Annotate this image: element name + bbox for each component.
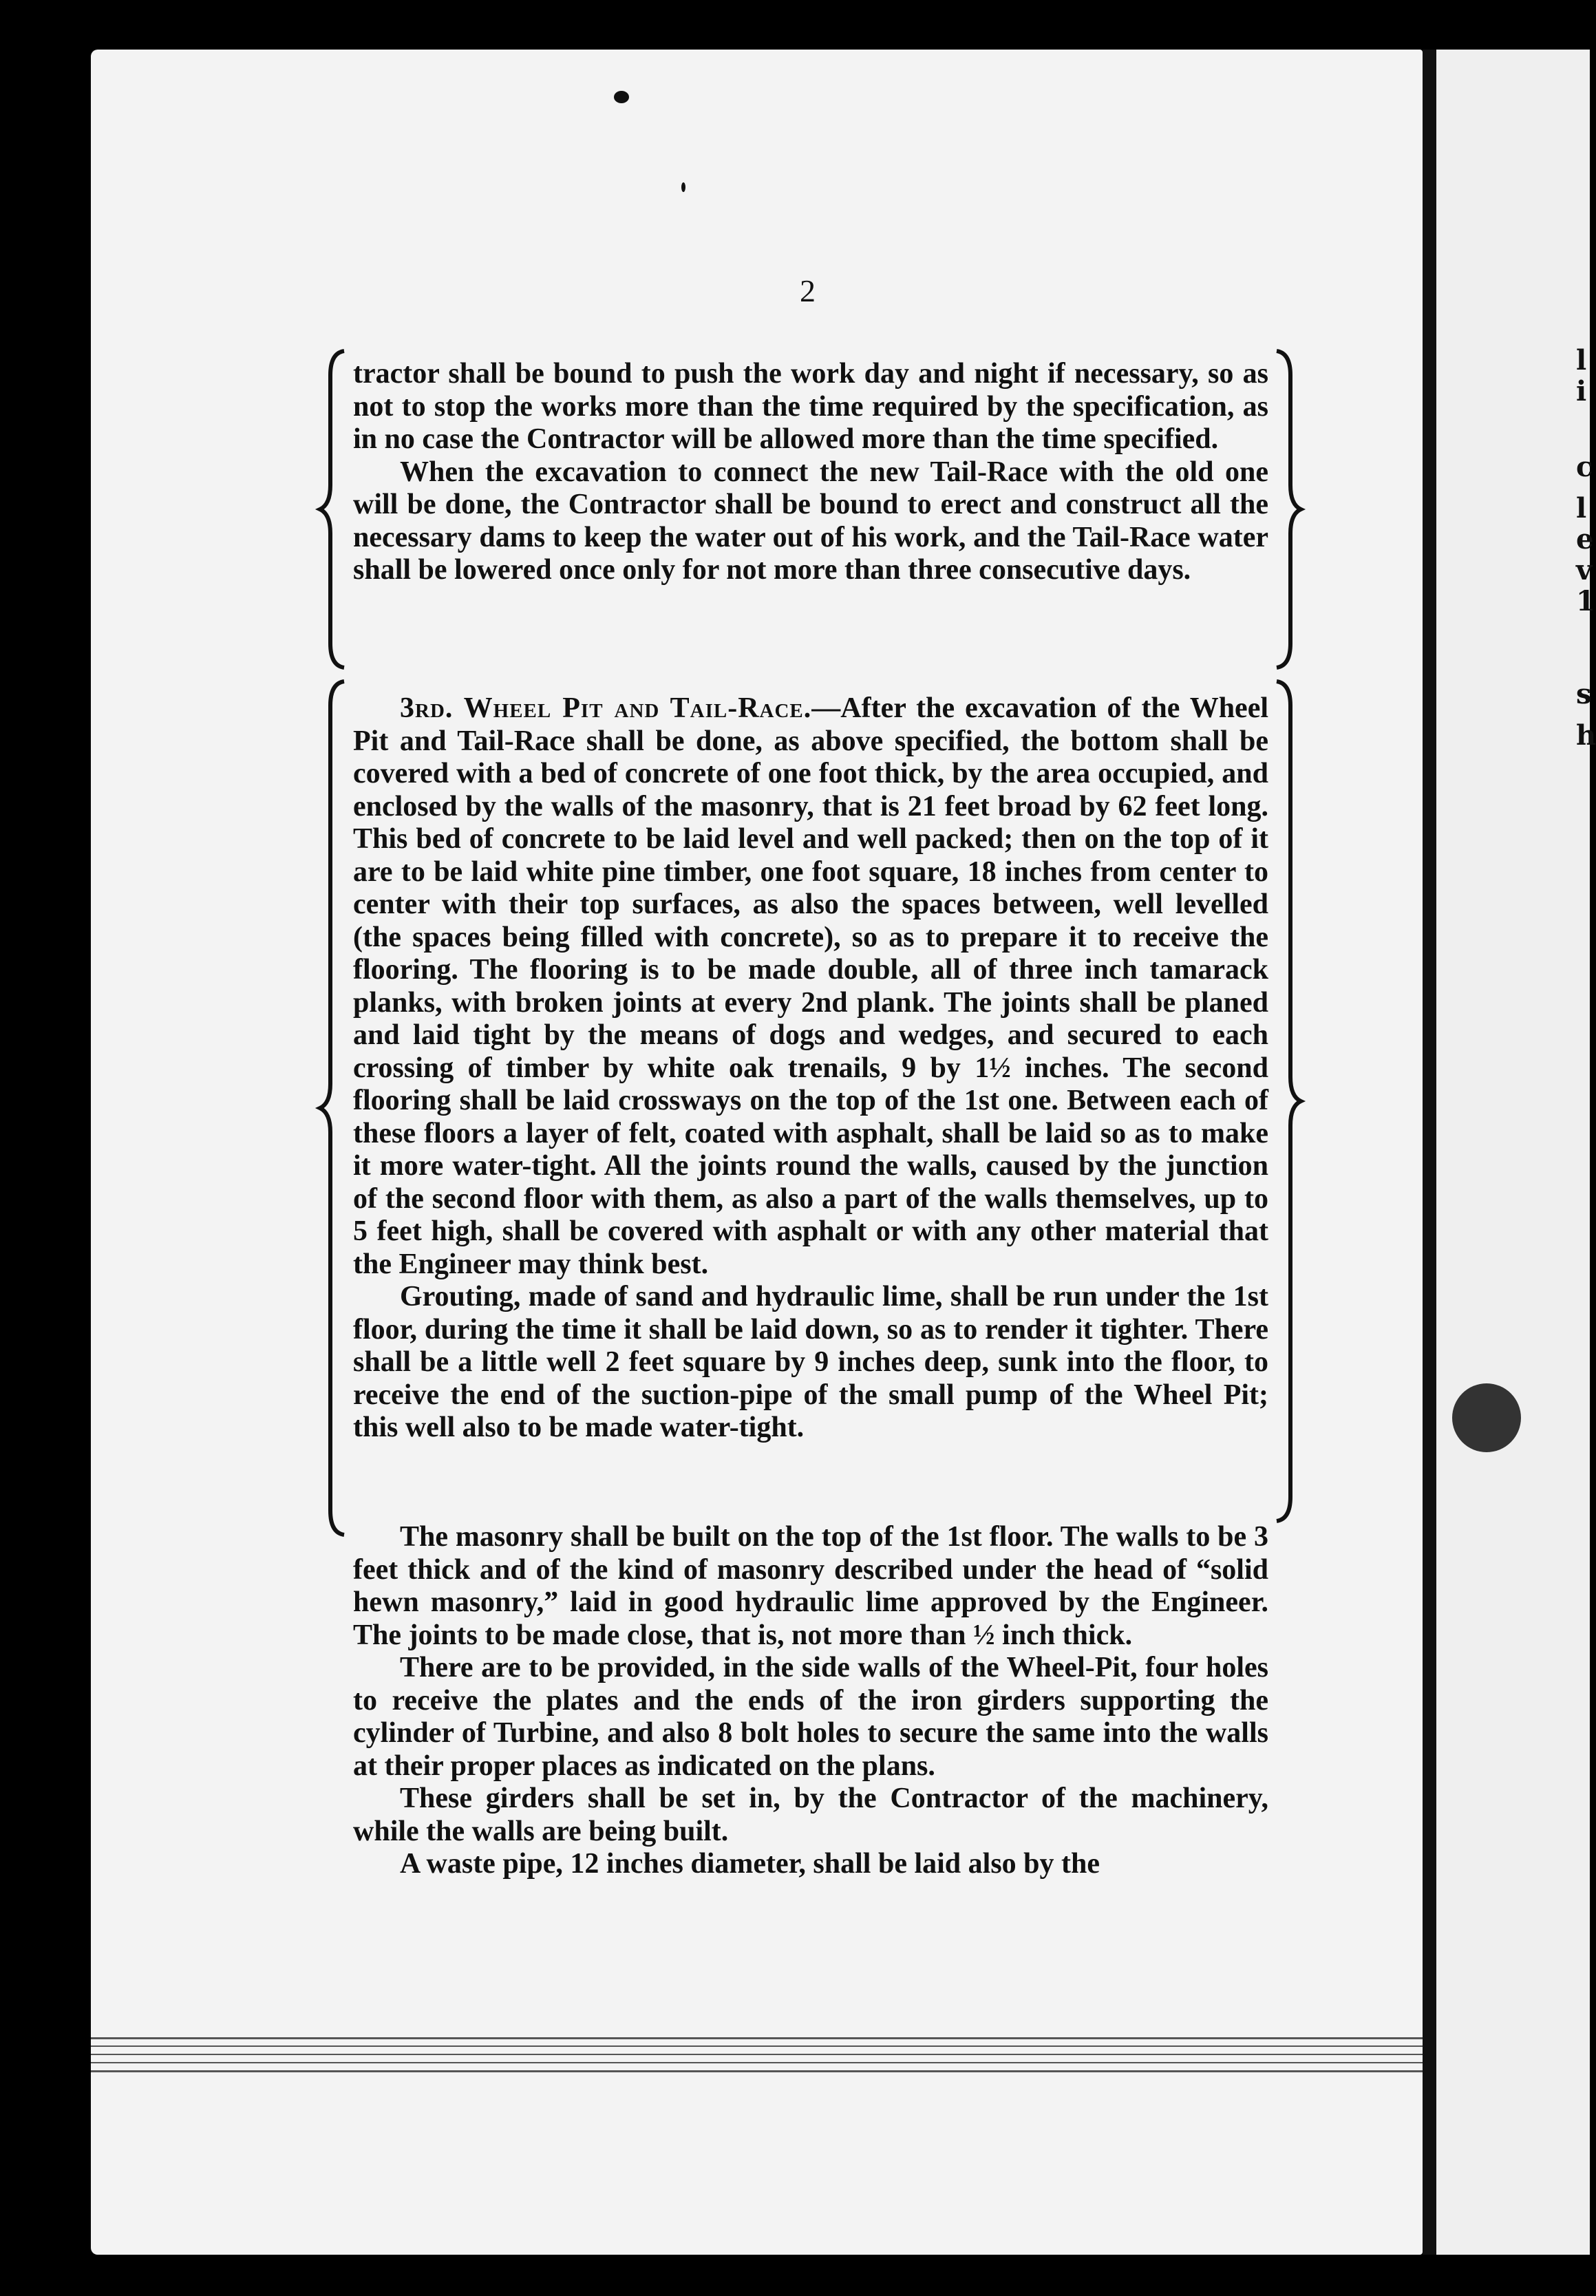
paragraph-waste-pipe: A waste pipe, 12 inches diameter, shall be laid also by the [400,1848,1100,1880]
ink-speck [614,91,629,103]
paragraph-holes: There are to be provided, in the side walls of the Wheel-Pit, four holes to receive the plates and the ends of the iron girders supporting the cylinder of Turbine, and also 8 bolt holes to secure the same into the walls at their proper places as indicated on the plans. [353,1652,1268,1782]
section-1-text [353,358,1268,587]
section-2-text [353,692,1268,1445]
section-heading: 3rd. Wheel Pit and Tail-Race. [400,692,812,724]
adjacent-page-fragment: 1 [1576,585,1595,617]
left-brace-section-2 [313,678,354,1538]
page-number: 2 [800,273,816,308]
section-3-text [353,1521,1268,1881]
adjacent-page-fragment: l [1576,492,1587,524]
paragraph-grouting: Grouting, made of sand and hydraulic lime, shall be run under the 1st floor, during the time it shall be laid down, so as to render it tighter. There shall be a little well 2 feet square by 9 inches deep, sunk into the floor, to receive the end of the suction-pipe of the small pump of the Wheel Pit; this well also to be made water-tight. [353,1281,1268,1443]
adjacent-page-fragment: h [1576,719,1596,752]
left-brace-section-1 [313,348,354,671]
adjacent-page-fragment: c [1576,451,1593,483]
paragraph-continuation: tractor shall be bound to push the work day and night if necessary, so as not to stop the works more than the time required by the specification, as in no case the Contractor will be allowed more than the time specified. [353,358,1268,455]
adjacent-page-strip [1436,50,1593,2255]
paragraph-wheel-pit-body: —After the excavation of the Wheel Pit and Tail-Race shall be done, as above specified, the bottom shall be covered with a bed of concrete of one foot thick, by the area occupied, and enclosed by the walls of the masonry, that is 21 feet broad by 62 feet long. This bed of concrete to be laid level and well packed; then on the top of it are to be laid white pine timber, one foot square, 18 inches from center to center with their top surfaces, as also the spaces between, well levelled (the spaces being filled with concrete), so as to prepare it to receive the flooring. The flooring is to be made double, all of three inch tamarack planks, with broken joints at every 2nd plank. The joints shall be planed and laid tight by the means of dogs and wedges, and secured to each crossing of timber by white oak trenails, 9 by 1½ inches. The second flooring shall be laid crossways on the top of the 1st one. Between each of these floors a layer of felt, coated with asphalt, shall be laid so as to make it more water-tight. All the joints round the walls, caused by the junction of the second floor with them, as also a part of the walls themselves, up to 5 feet high, shall be covered with asphalt or with any other material that the Engineer may think best. [353,692,1269,1280]
ink-blot [1452,1383,1521,1452]
paragraph-masonry: The masonry shall be built on the top of the 1st floor. The walls to be 3 feet thick and of the kind of masonry described under the head of “solid hewn masonry,” laid in good hydraulic lime approved by the Engineer. The joints to be made close, that is, not more than ½ inch thick. [353,1521,1268,1651]
adjacent-page-fragment: s [1576,678,1592,710]
book-gutter [1423,50,1436,2255]
right-brace-section-2 [1266,678,1308,1524]
ink-speck [681,182,685,192]
adjacent-page-fragment: v [1576,554,1593,586]
right-brace-section-1 [1266,348,1308,671]
adjacent-page-fragment: i [1576,375,1587,407]
paragraph-girders: These girders shall be set in, by the Contractor of the machinery, while the walls are being built. [353,1783,1268,1847]
paragraph-tail-race-connection: When the excavation to connect the new Tail-Race with the old one will be done, the Contractor shall be bound to erect and construct all the necessary dams to keep the water out of his work, and the Tail-Race water shall be lowered once only for not more than three consecutive days. [353,456,1268,586]
paragraph-wheel-pit [353,692,1268,1281]
bottom-rule-lines [91,2037,1423,2127]
adjacent-page-fragment: l [1576,344,1587,376]
adjacent-page-fragment: e [1576,523,1594,555]
